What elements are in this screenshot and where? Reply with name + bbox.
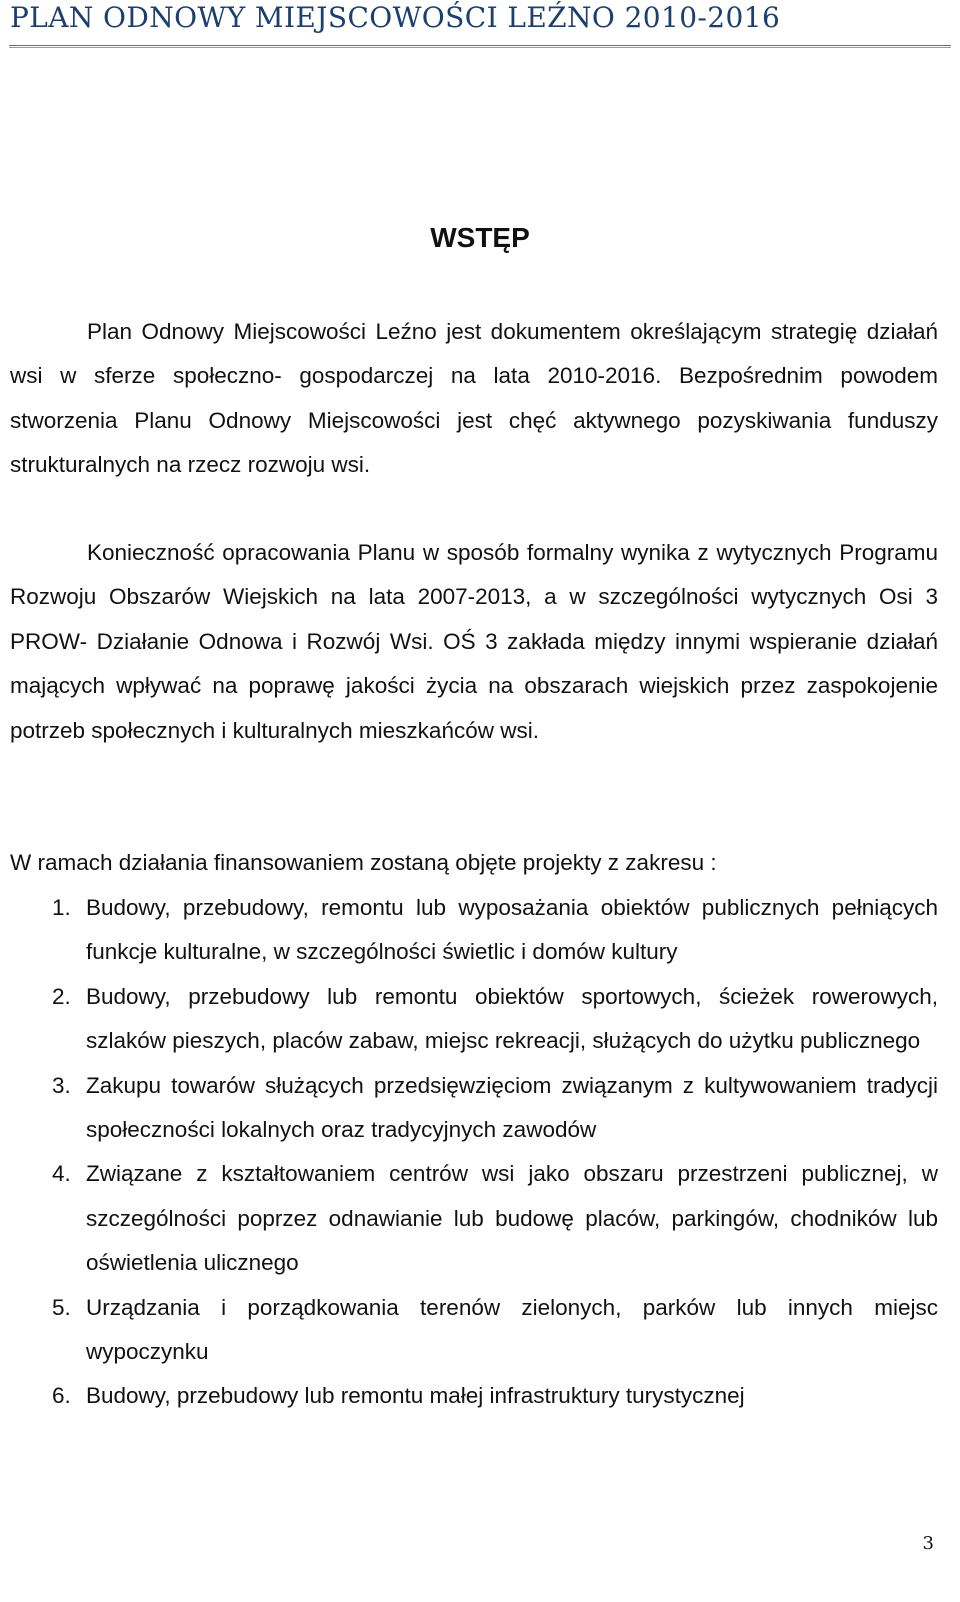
list-item-text: Zakupu towarów służących przedsięwzięciom związanym z kultywowaniem tradycji społeczności lokalnych oraz tradycyjnych zawodów (86, 1072, 938, 1143)
list-item-text: Budowy, przebudowy, remontu lub wyposażania obiektów publicznych pełniących funkcje kulturalne, w szczególności świetlic i domów kultury (86, 895, 938, 965)
list-item-number: 2. (52, 983, 71, 1009)
list-item (10, 1286, 938, 1375)
list-item (10, 975, 938, 1064)
list-item (10, 886, 938, 975)
list-item-text: Budowy, przebudowy lub remontu obiektów sportowych, ścieżek rowerowych, szlaków pieszych, placów zabaw, miejsc rekreacji, służących do użytku publicznego (86, 983, 938, 1054)
list-item (10, 1374, 938, 1418)
list-item-number: 5. (52, 1294, 71, 1320)
list-intro: W ramach działania finansowaniem zostaną objęte projekty z zakresu : (10, 850, 717, 875)
header-divider (9, 45, 951, 48)
section-heading: WSTĘP (430, 222, 530, 253)
list-item-text: Urządzania i porządkowania terenów zielonych, parków lub innych miejsc wypoczynku (86, 1294, 938, 1365)
list-item-number: 6. (52, 1383, 71, 1409)
list-item (10, 1064, 938, 1153)
list-item (10, 1152, 938, 1285)
paragraph-intro: Plan Odnowy Miejscowości Leźno jest dokumentem określającym strategię działań wsi w sferze społeczno- gospodarczej na lata 2010-2016. Bezpośrednim powodem stworzenia Planu Odnowy Miejscowości jest chęć aktywnego pozyskiwania funduszy strukturalnych na rzecz rozwoju wsi. (10, 319, 938, 478)
project-scope-list (10, 886, 938, 1419)
list-item-number: 3. (52, 1072, 71, 1098)
list-item-number: 1. (52, 895, 71, 920)
list-item-text: Budowy, przebudowy lub remontu małej infrastruktury turystycznej (86, 1383, 745, 1409)
document-header-title: PLAN ODNOWY MIEJSCOWOŚCI LEŹNO 2010-2016 (10, 1, 781, 34)
page-number: 3 (922, 1533, 934, 1554)
paragraph-requirements: Konieczność opracowania Planu w sposób formalny wynika z wytycznych Programu Rozwoju Obszarów Wiejskich na lata 2007-2013, a w szczególności wytycznych Osi 3 PROW- Działanie Odnowa i Rozwój Wsi. OŚ 3 zakłada między innymi wspieranie działań mających wpływać na poprawę jakości życia na obszarach wiejskich przez zaspokojenie potrzeb społecznych i kulturalnych mieszkańców wsi. (10, 540, 938, 743)
list-item-text: Związane z kształtowaniem centrów wsi jako obszaru przestrzeni publicznej, w szczególności poprzez odnawianie lub budowę placów, parkingów, chodników lub oświetlenia ulicznego (86, 1161, 938, 1276)
list-item-number: 4. (52, 1161, 71, 1187)
